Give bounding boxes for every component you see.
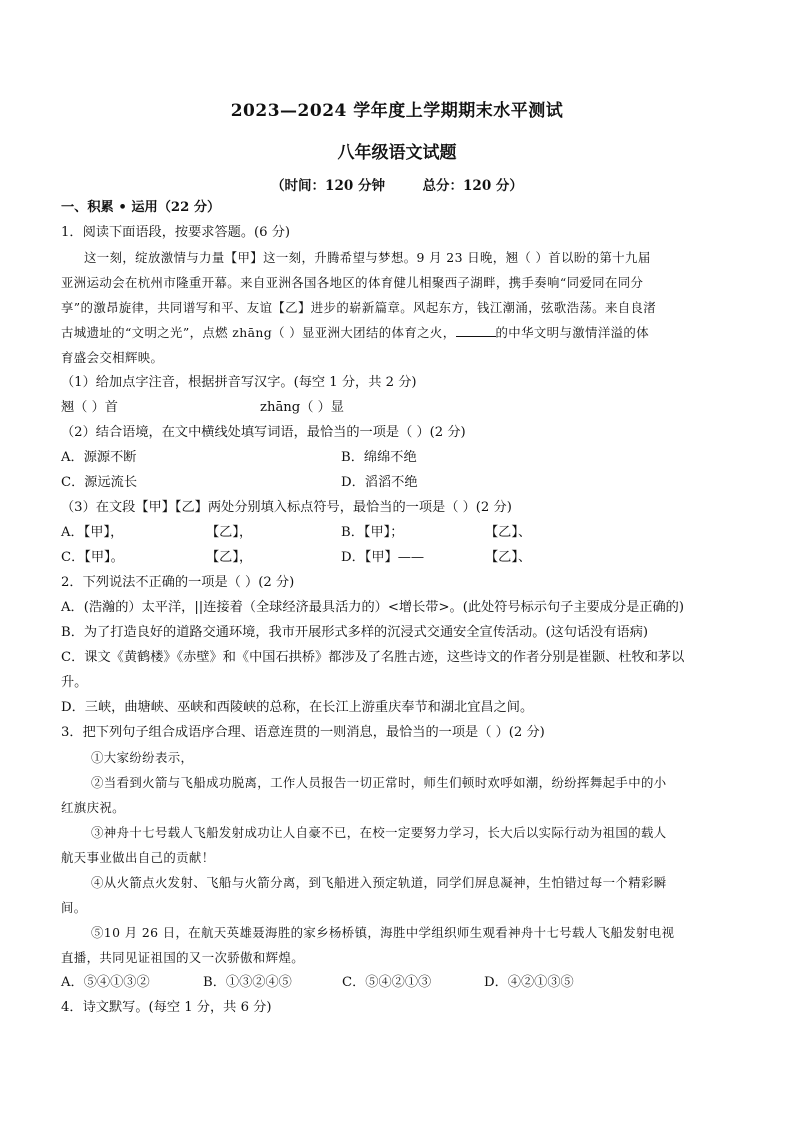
- option-d-part2: 【乙】、: [485, 550, 532, 565]
- subquestion-3: （3）在文段【甲】【乙】两处分别填入标点符号，最恰当的一项是（ ）(2 分): [61, 500, 512, 515]
- subquestion-1-item-a: 翘（ ）首: [61, 400, 118, 415]
- question-4-stem: 4．诗文默写。(每空 1 分，共 6 分): [61, 1000, 272, 1015]
- passage-text: 古城遗址的“文明之光”，点燃 zhāng（ ）显亚洲大团结的体育之火，: [61, 325, 456, 340]
- q2-option-c-cont: 升。: [61, 675, 88, 690]
- q3-option-d: D．④②①③⑤: [484, 975, 574, 990]
- option-b-part1: B．【甲】；: [341, 525, 404, 540]
- fill-blank[interactable]: [456, 324, 496, 337]
- section-heading: 一、积累 • 运用（22 分）: [61, 200, 221, 215]
- question-3-stem: 3．把下列句子组合成语序合理、语意连贯的一则消息，最恰当的一项是（ ）(2 分): [61, 725, 545, 740]
- subquestion-2: （2）结合语境，在文中横线处填写词语，最恰当的一项是（ ）(2 分): [61, 425, 466, 440]
- passage-line: 亚洲运动会在杭州市隆重开幕。来自亚洲各国各地区的体育健儿相聚西子湖畔，携手奏响“同爱同在同分: [61, 275, 644, 290]
- q2-option-d: D．三峡，曲塘峡、巫峡和西陵峡的总称，在长江上游重庆奉节和湖北宜昌之间。: [61, 700, 534, 715]
- q2-option-c: C．课文《黄鹤楼》《赤壁》和《中国石拱桥》都涉及了名胜古迹，这些诗文的作者分别是崔颢、杜牧和茅以: [61, 650, 685, 665]
- q2-option-a: A．(浩瀚的）太平洋，||连接着（全球经济最具活力的）<增长带>。(此处符号标示句子主要成分是正确的): [61, 600, 685, 615]
- sentence-3-cont: 航天事业做出自己的贡献！: [61, 850, 215, 865]
- sentence-5-cont: 直播，共同见证祖国的又一次骄傲和辉煌。: [61, 950, 305, 965]
- option-c-part1: C．【甲】。: [61, 550, 124, 565]
- sentence-1: ①大家纷纷表示，: [91, 750, 194, 765]
- question-1-stem: 1．阅读下面语段，按要求答题。(6 分): [61, 225, 291, 240]
- subquestion-1-item-b: zhāng（ ）显: [260, 400, 344, 415]
- option-a-part1: A．【甲】，: [61, 525, 124, 540]
- q3-option-c: C．⑤④②①③: [342, 975, 432, 990]
- sentence-4-cont: 间。: [61, 900, 87, 915]
- option-d-part1: D．【甲】——: [341, 550, 425, 565]
- sentence-4: ④从火箭点火发射、飞船与火箭分离，到飞船进入预定轨道，同学们屏息凝神，生怕错过每一个精彩瞬: [91, 875, 667, 890]
- option-c: C．源远流长: [61, 475, 138, 490]
- passage-line: [61, 324, 649, 342]
- sentence-2-cont: 红旗庆祝。: [61, 800, 125, 815]
- subquestion-1: （1）给加点字注音，根据拼音写汉字。(每空 1 分，共 2 分): [61, 375, 417, 390]
- passage-line: 育盛会交相辉映。: [61, 350, 164, 365]
- sentence-5: ⑤10 月 26 日，在航天英雄聂海胜的家乡杨桥镇，海胜中学组织师生观看神舟十七号载人飞船发射电视: [91, 925, 675, 940]
- option-c-part2: 【乙】，: [206, 550, 253, 565]
- q3-option-a: A．⑤④①③②: [61, 975, 150, 990]
- sentence-3: ③神舟十七号载人飞船发射成功让人自豪不已，在校一定要努力学习，长大后以实际行动为祖国的载人: [91, 825, 667, 840]
- passage-text: 的中华文明与激情洋溢的体: [495, 325, 650, 340]
- option-a: A．源源不断: [61, 450, 137, 465]
- option-b: B．绵绵不绝: [341, 450, 417, 465]
- passage-line: 这一刻，绽放激情与力量【甲】这一刻，升腾希望与梦想。9 月 23 日晚，翘（ ）首以盼的第十九届: [84, 250, 651, 265]
- q3-option-b: B．①③②④⑤: [203, 975, 292, 990]
- option-a-part2: 【乙】，: [206, 525, 253, 540]
- sentence-2: ②当看到火箭与飞船成功脱离，工作人员报告一切正常时，师生们顿时欢呼如潮，纷纷挥舞起手中的小: [91, 775, 667, 790]
- exam-subtitle: 八年级语文试题: [337, 143, 457, 163]
- exam-meta: （时间：120 分钟 总分：120 分）: [271, 178, 523, 194]
- passage-line: 享”的激昂旋律，共同谱写和平、友谊【乙】进步的崭新篇章。风起东方，钱江潮涌，弦歌浩荡。来自良渚: [61, 300, 657, 315]
- option-d: D．滔滔不绝: [341, 475, 418, 490]
- exam-title: 2023—2024 学年度上学期期末水平测试: [230, 101, 564, 121]
- q2-option-b: B．为了打造良好的道路交通环境，我市开展形式多样的沉浸式交通安全宣传活动。(这句话没有语病): [61, 625, 649, 640]
- option-b-part2: 【乙】、: [485, 525, 532, 540]
- question-2-stem: 2．下列说法不正确的一项是（ ）(2 分): [61, 575, 295, 590]
